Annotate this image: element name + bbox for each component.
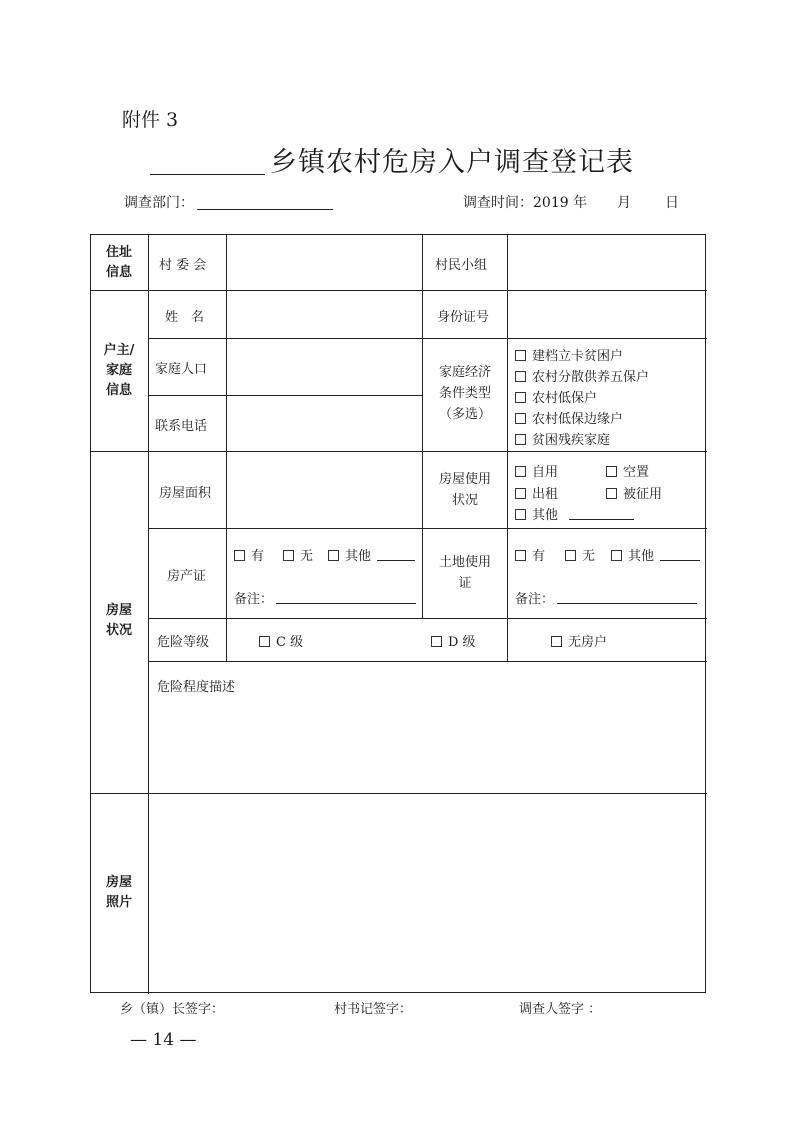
cert-option-text: 有 [532,549,546,564]
use-option-other[interactable] [515,504,558,523]
checkbox-icon [606,488,617,499]
land-cert-no[interactable] [565,545,595,564]
level-option-text: D 级 [448,635,476,650]
household-size-field[interactable] [227,339,421,395]
use-option-rent[interactable] [515,483,558,502]
use-option-text: 空置 [623,465,650,480]
cert-option-text: 其他 [628,549,655,564]
survey-dept-field[interactable] [197,209,333,210]
name-label: 姓 名 [165,310,205,325]
checkbox-icon [515,392,526,403]
house-photo-area[interactable] [149,794,705,992]
land-cert-other[interactable] [611,545,654,564]
property-remark-label: 备注： [234,592,274,607]
cert-option-text: 无 [300,549,314,564]
survey-form-table [90,234,706,993]
economic-option-5[interactable] [515,429,610,448]
property-cert-other[interactable] [328,545,371,564]
checkbox-icon [431,636,442,647]
use-option-text: 被征用 [623,487,663,502]
checkbox-icon [515,350,526,361]
checkbox-icon [328,550,339,561]
house-area-label: 房屋面积 [159,486,212,501]
economic-option-text: 农村分散供养五保户 [532,370,650,385]
checkbox-icon [606,466,617,477]
danger-level-c[interactable] [259,631,303,650]
use-other-field[interactable] [569,519,634,520]
economic-option-3[interactable] [515,387,597,406]
property-cert-no[interactable] [283,545,313,564]
economic-option-text: 农村低保边缘户 [532,412,624,427]
form-title [150,140,670,184]
checkbox-icon [515,434,526,445]
name-field[interactable] [227,291,421,338]
section-house: 房屋 状况 [105,603,132,638]
economic-option-text: 贫困残疾家庭 [532,433,611,448]
use-option-self[interactable] [515,461,558,480]
attachment-label: 附件 3 [122,109,179,131]
economic-option-4[interactable] [515,408,623,427]
checkbox-icon [234,550,245,561]
phone-field[interactable] [227,396,421,451]
phone-label: 联系电话 [155,419,208,434]
land-cert-label: 土地使用 证 [438,555,491,591]
danger-desc-label: 危险程度描述 [157,680,236,695]
id-number-label: 身份证号 [437,310,490,325]
use-option-text: 其他 [532,508,559,523]
checkbox-icon [551,636,562,647]
economic-type-label: 家庭经济 条件类型 （多选） [438,365,491,422]
land-cert-yes[interactable] [515,545,545,564]
land-remark-field[interactable] [557,603,697,604]
checkbox-icon [515,413,526,424]
checkbox-icon [611,550,622,561]
survey-day-label: 日 [665,195,679,211]
house-area-field[interactable] [227,452,421,528]
danger-level-label: 危险等级 [157,635,210,650]
checkbox-icon [515,550,526,561]
use-option-vacant[interactable] [606,461,649,480]
investigator-signature[interactable]: 调查人签字 ： [519,1002,602,1017]
page-number: — 14 — [130,1030,197,1050]
id-number-field[interactable] [508,291,705,338]
row-divider [148,618,707,619]
property-cert-label: 房产证 [167,569,207,584]
row-divider [148,528,707,529]
villager-group-field[interactable] [508,236,705,290]
level-option-text: 无房户 [568,635,608,650]
section-photos: 房屋 照片 [105,875,132,910]
section-address: 住址 信息 [105,245,132,280]
land-remark-label: 备注： [515,592,555,607]
village-committee-field[interactable] [227,236,421,290]
property-cert-yes[interactable] [234,545,264,564]
danger-desc-field[interactable] [149,695,705,792]
use-option-text: 出租 [532,487,559,502]
level-option-text: C 级 [276,635,304,650]
section-owner: 户主/ 家庭 信息 [103,343,135,398]
household-size-label: 家庭人口 [155,362,208,377]
row-divider [148,661,707,662]
use-option-expropriated[interactable] [606,483,662,502]
economic-option-1[interactable] [515,345,623,364]
checkbox-icon [515,509,526,520]
economic-option-text: 建档立卡贫困户 [532,349,624,364]
survey-dept-label: 调查部门： [124,195,194,211]
survey-month-label: 月 [617,195,631,211]
checkbox-icon [515,488,526,499]
property-cert-other-field[interactable] [377,560,415,561]
checkbox-icon [565,550,576,561]
township-head-signature[interactable]: 乡（镇）长签字： [120,1002,225,1017]
checkbox-icon [283,550,294,561]
survey-time-label: 调查时间：2019 年 [463,195,588,211]
title-blank-line[interactable] [150,174,265,175]
economic-option-2[interactable] [515,366,649,385]
cert-option-text: 有 [251,549,265,564]
property-remark-field[interactable] [276,603,416,604]
economic-option-text: 农村低保户 [532,391,598,406]
land-cert-other-field[interactable] [660,560,700,561]
checkbox-icon [515,466,526,477]
village-secretary-signature[interactable]: 村书记签字： [334,1002,413,1017]
villager-group-label: 村民小组 [435,258,488,273]
danger-level-d[interactable] [431,631,476,650]
checkbox-icon [515,371,526,382]
cert-option-text: 无 [582,549,596,564]
checkbox-icon [259,636,270,647]
cert-option-text: 其他 [345,549,372,564]
form-title-text: 乡镇农村危房入户调查登记表 [270,147,634,178]
village-committee-label: 村 委 会 [159,258,207,273]
house-use-label: 房屋使用 状况 [438,472,491,508]
danger-level-none[interactable] [551,631,607,650]
use-option-text: 自用 [532,465,559,480]
